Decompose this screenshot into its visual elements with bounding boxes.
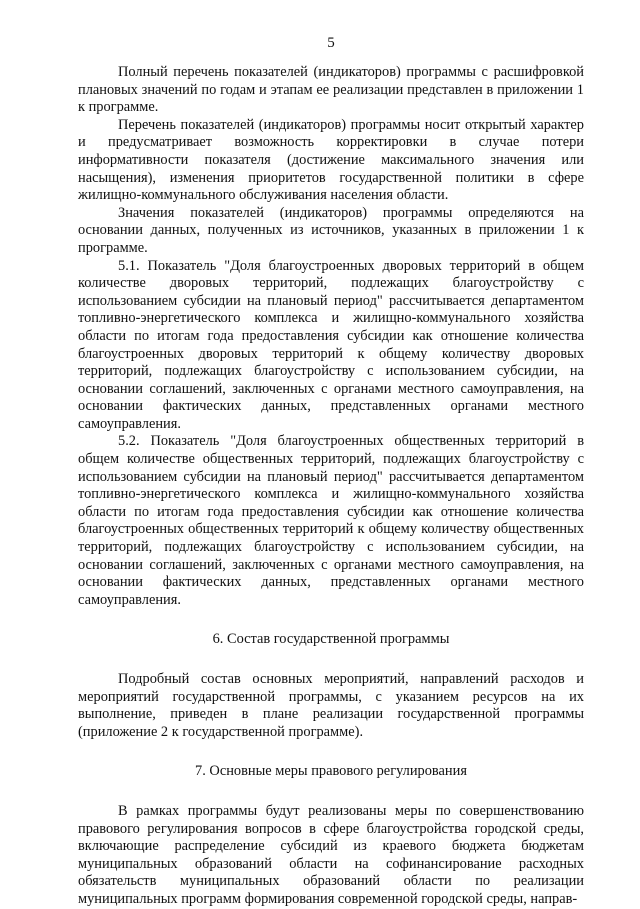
paragraph-indicators-open: Перечень показателей (индикаторов) программы носит открытый характер и предусматривает возможность корректировки в случае потери информативности показателя (достижение максимального значения или насыщения), изменения приоритетов государственной политики в сфере жилищно-коммунального обслуживания населения области. [78, 116, 584, 204]
page-number: 5 [327, 35, 335, 51]
paragraph-indicators-list: Полный перечень показателей (индикаторов) программы с расшифровкой плановых значений по годам и этапам ее реализации представлен в приложении 1 к программе. [78, 64, 584, 116]
section-6-heading: 6. Состав государственной программы [212, 631, 450, 648]
section-6-text: Подробный состав основных мероприятий, направлений расходов и мероприятий государственной программы, с указанием ресурсов на их выполнение, приведен в плане реализации государственной программы (приложение 2 к государственной программе). [78, 671, 584, 740]
section-7-heading: 7. Основные меры правового регулирования [195, 763, 467, 780]
paragraph-indicator-5-2: 5.2. Показатель "Доля благоустроенных общественных территорий в общем количестве общественных территорий, подлежащих благоустройству с использованием субсидии на плановый период" рассчитывается департаментом топливно-энергетического комплекса и жилищно-коммунального хозяйства области по итогам года предоставления субсидии как отношение количества благоустроенных общественных территорий к общему количеству общественных территорий, подлежащих благоустройству с использованием субсидии, на основании соглашений, заключенных с органами местного самоуправления, на основании фактических данных, представленных органами местного самоуправления. [78, 433, 584, 608]
paragraph-indicator-5-1: 5.1. Показатель "Доля благоустроенных дворовых территорий в общем количестве дворовых территорий, подлежащих благоустройству с использованием субсидии на плановый период" рассчитывается департаментом топливно-энергетического комплекса и жилищно-коммунального хозяйства области по итогам года предоставления субсидии как отношение количества благоустроенных дворовых территорий к общему количеству дворовых территорий, подлежащих благоустройству с использованием субсидии, на основании соглашений, заключенных с органами местного самоуправления, на основании фактических данных, представленных органами местного самоуправления. [78, 257, 584, 432]
paragraph-indicators-values: Значения показателей (индикаторов) программы определяются на основании данных, полученных из источников, указанных в приложении 1 к программе. [78, 204, 584, 256]
section-7-text: В рамках программы будут реализованы меры по совершенствованию правового регулирования вопросов в сфере благоустройства городской среды, включающие распределение субсидий из краевого бюджета бюджетам муниципальных образований области на софинансирование расходных обязательств муниципальных образований области по реализации муниципальных программ формирования современной городской среды, направ- [78, 802, 584, 907]
